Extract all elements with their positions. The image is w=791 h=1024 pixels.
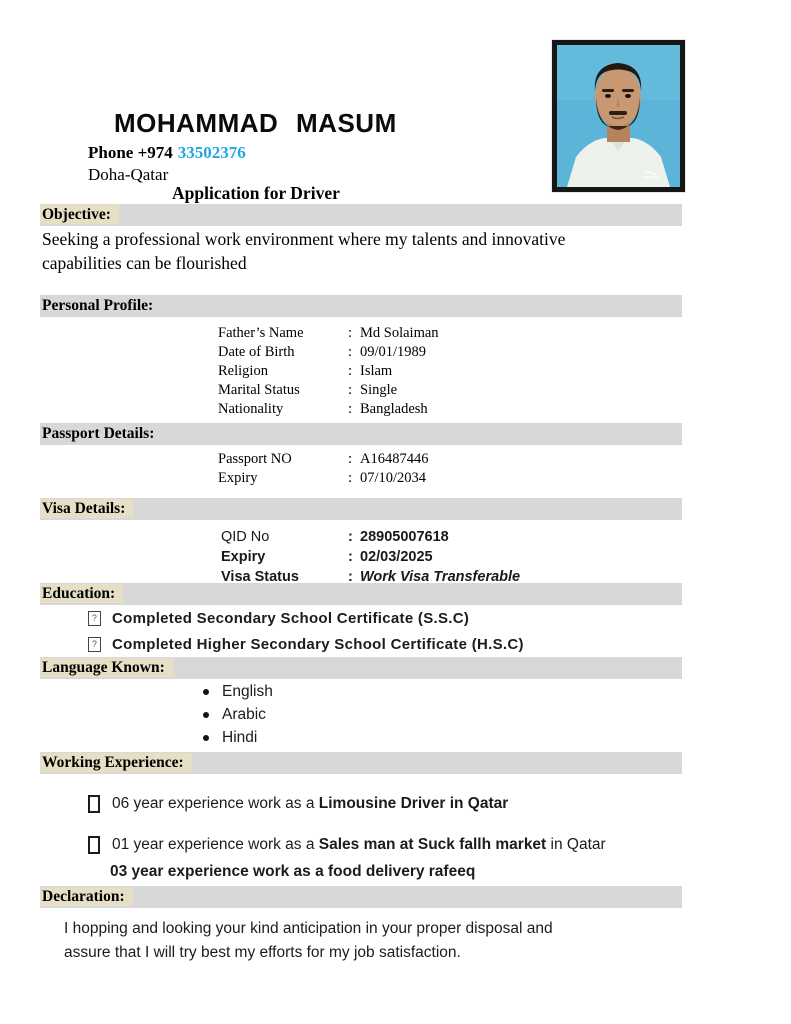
list-item: Hindi xyxy=(203,728,273,747)
declaration-text: I hopping and looking your kind anticipation in your proper disposal and assure that I will try best my efforts for my job satisfaction. xyxy=(64,920,553,961)
phone-label: Phone +974 xyxy=(88,143,173,162)
list-item: ? Completed Secondary School Certificate (S.S.C) xyxy=(88,610,524,627)
table-row: Expiry : 07/10/2034 xyxy=(218,470,427,486)
table-row: Expiry : 02/03/2025 xyxy=(221,549,433,565)
table-row: QID No : 28905007618 xyxy=(221,529,449,545)
section-heading-experience: Working Experience: xyxy=(40,752,682,774)
experience-item: 01 year experience work as a Sales man at Suck fallh market in Qatar xyxy=(88,836,606,854)
list-item: Arabic xyxy=(203,705,273,724)
missing-glyph-icon xyxy=(88,795,100,813)
table-row: Religion : Islam xyxy=(218,363,393,379)
section-heading-objective: Objective: xyxy=(40,204,682,226)
bullet-icon xyxy=(203,712,209,718)
list-item: English xyxy=(203,682,273,701)
table-row: Visa Status : Work Visa Transferable xyxy=(221,569,521,585)
applicant-photo xyxy=(552,40,685,192)
visa-table xyxy=(221,527,520,587)
objective-text: Seeking a professional work environment where my talents and innovative capabilities can be flourished xyxy=(42,229,566,273)
section-heading-declaration: Declaration: xyxy=(40,886,682,908)
section-heading-visa: Visa Details: xyxy=(40,498,682,520)
missing-glyph-icon: ? xyxy=(88,611,101,626)
table-row: Marital Status : Single xyxy=(218,382,398,398)
bullet-icon xyxy=(203,735,209,741)
location-text: Doha-Qatar xyxy=(88,165,169,184)
language-list xyxy=(203,682,273,751)
table-row: Father’s Name : Md Solaiman xyxy=(218,325,439,341)
education-list xyxy=(88,610,524,662)
document-title: Application for Driver xyxy=(172,183,340,203)
personal-profile-table xyxy=(218,324,439,419)
bullet-icon xyxy=(203,689,209,695)
section-heading-personal-profile: Personal Profile: xyxy=(40,295,682,317)
phone-number: 33502376 xyxy=(177,143,246,162)
table-row: Nationality : Bangladesh xyxy=(218,401,428,417)
table-row: Date of Birth : 09/01/1989 xyxy=(218,344,427,360)
missing-glyph-icon xyxy=(88,836,100,854)
section-heading-passport: Passport Details: xyxy=(40,423,682,445)
phone-line xyxy=(88,143,246,163)
experience-item: 03 year experience work as a food delivery rafeeq xyxy=(110,863,476,880)
section-heading-languages: Language Known: xyxy=(40,657,682,679)
applicant-name: MOHAMMAD MASUM xyxy=(114,108,397,138)
passport-table xyxy=(218,450,428,488)
list-item: ? Completed Higher Secondary School Certificate (H.S.C) xyxy=(88,636,524,653)
passport-photo-illustration xyxy=(557,45,680,187)
experience-item: 06 year experience work as a Limousine Driver in Qatar xyxy=(88,795,508,813)
missing-glyph-icon: ? xyxy=(88,637,101,652)
section-heading-education: Education: xyxy=(40,583,682,605)
table-row: Passport NO : A16487446 xyxy=(218,451,429,467)
